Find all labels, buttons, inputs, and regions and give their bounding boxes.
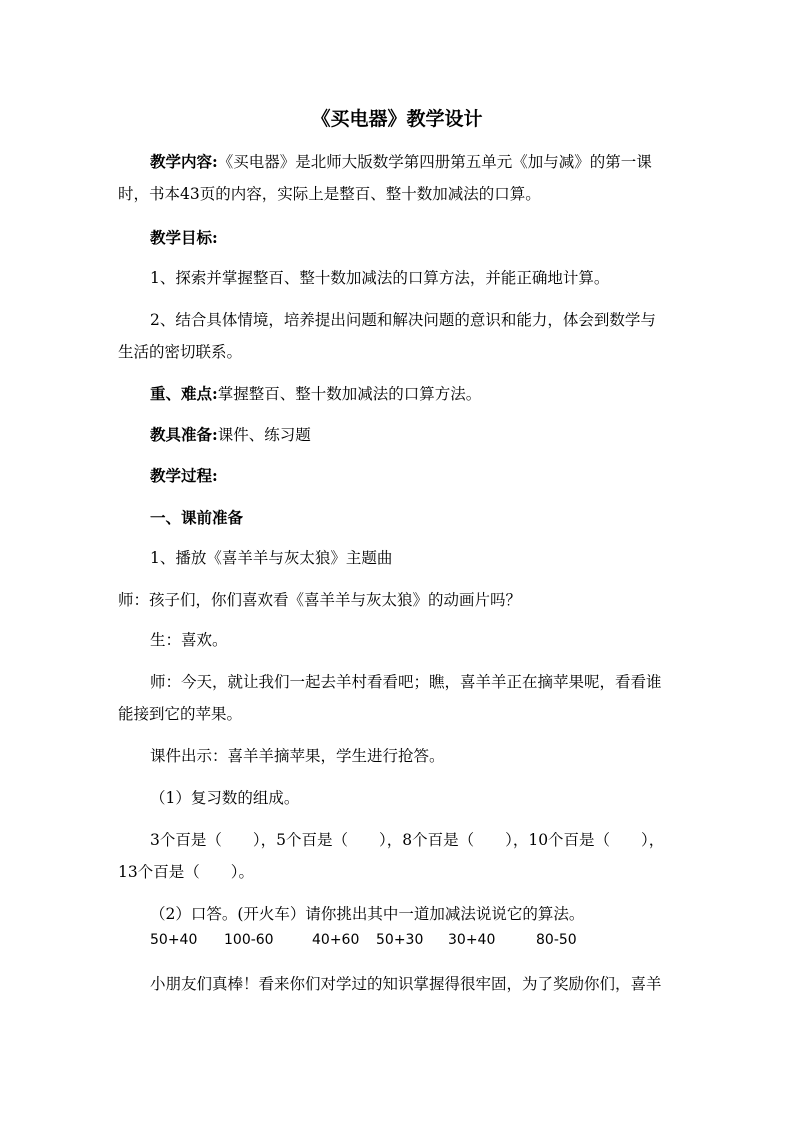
closing-line: 小朋友们真棒！看来你们对学过的知识掌握得很牢固，为了奖励你们，喜羊 xyxy=(150,975,662,993)
teacher-line-2: 能接到它的苹果。 xyxy=(118,705,243,723)
teaching-tools xyxy=(150,425,311,445)
tools-label: 教具准备: xyxy=(150,425,218,444)
exercise-6: 80-50 xyxy=(536,932,577,948)
goal-2-line2: 生活的密切联系。 xyxy=(118,343,243,361)
content-text: 《买电器》是北师大版数学第四册第五单元《加与减》的第一课 xyxy=(217,153,652,171)
review-item-1: （1）复习数的组成。 xyxy=(150,789,300,807)
exercise-3: 40+60 xyxy=(312,932,360,948)
content-label: 教学内容: xyxy=(150,152,218,171)
page-title: 《买电器》教学设计 xyxy=(311,108,483,130)
exercise-5: 30+40 xyxy=(448,932,496,948)
hundreds-exercise-line2: 13个百是（ ）。 xyxy=(118,863,254,881)
teacher-question: 师：孩子们，你们喜欢看《喜羊羊与灰太狼》的动画片吗？ xyxy=(118,591,522,609)
courseware-note: 课件出示：喜羊羊摘苹果，学生进行抢答。 xyxy=(150,747,445,765)
goal-2-line1: 2、结合具体情境，培养提出问题和解决问题的意识和能力，体会到数学与 xyxy=(150,311,656,329)
goal-1: 1、探索并掌握整百、整十数加减法的口算方法，并能正确地计算。 xyxy=(150,269,610,287)
tools-text: 课件、练习题 xyxy=(217,426,311,444)
teacher-line-1: 师：今天，就让我们一起去羊村看看吧；瞧，喜羊羊正在摘苹果呢，看看谁 xyxy=(150,673,662,691)
process-heading: 教学过程: xyxy=(150,466,218,485)
review-item-2: （2）口答。(开火车）请你挑出其中一道加减法说说它的算法。 xyxy=(150,905,585,923)
hundreds-exercise-line1: 3个百是（ ），5个百是（ ），8个百是（ ），10个百是（ ）， xyxy=(150,831,665,849)
exercise-4: 50+30 xyxy=(376,932,424,948)
goals-heading: 教学目标: xyxy=(150,228,218,247)
key-label: 重、难点: xyxy=(150,384,218,403)
exercise-1: 50+40 xyxy=(150,932,198,948)
student-answer: 生：喜欢。 xyxy=(150,631,228,649)
content-paragraph-line2: 时，书本43页的内容，实际上是整百、整十数加减法的口算。 xyxy=(118,185,541,203)
exercise-2: 100-60 xyxy=(224,932,274,948)
key-points xyxy=(150,384,481,404)
step-1: 1、播放《喜羊羊与灰太狼》主题曲 xyxy=(150,549,393,567)
content-paragraph-line1 xyxy=(150,152,652,172)
key-text: 掌握整百、整十数加减法的口算方法。 xyxy=(217,385,482,403)
section-heading: 一、课前准备 xyxy=(150,508,244,527)
